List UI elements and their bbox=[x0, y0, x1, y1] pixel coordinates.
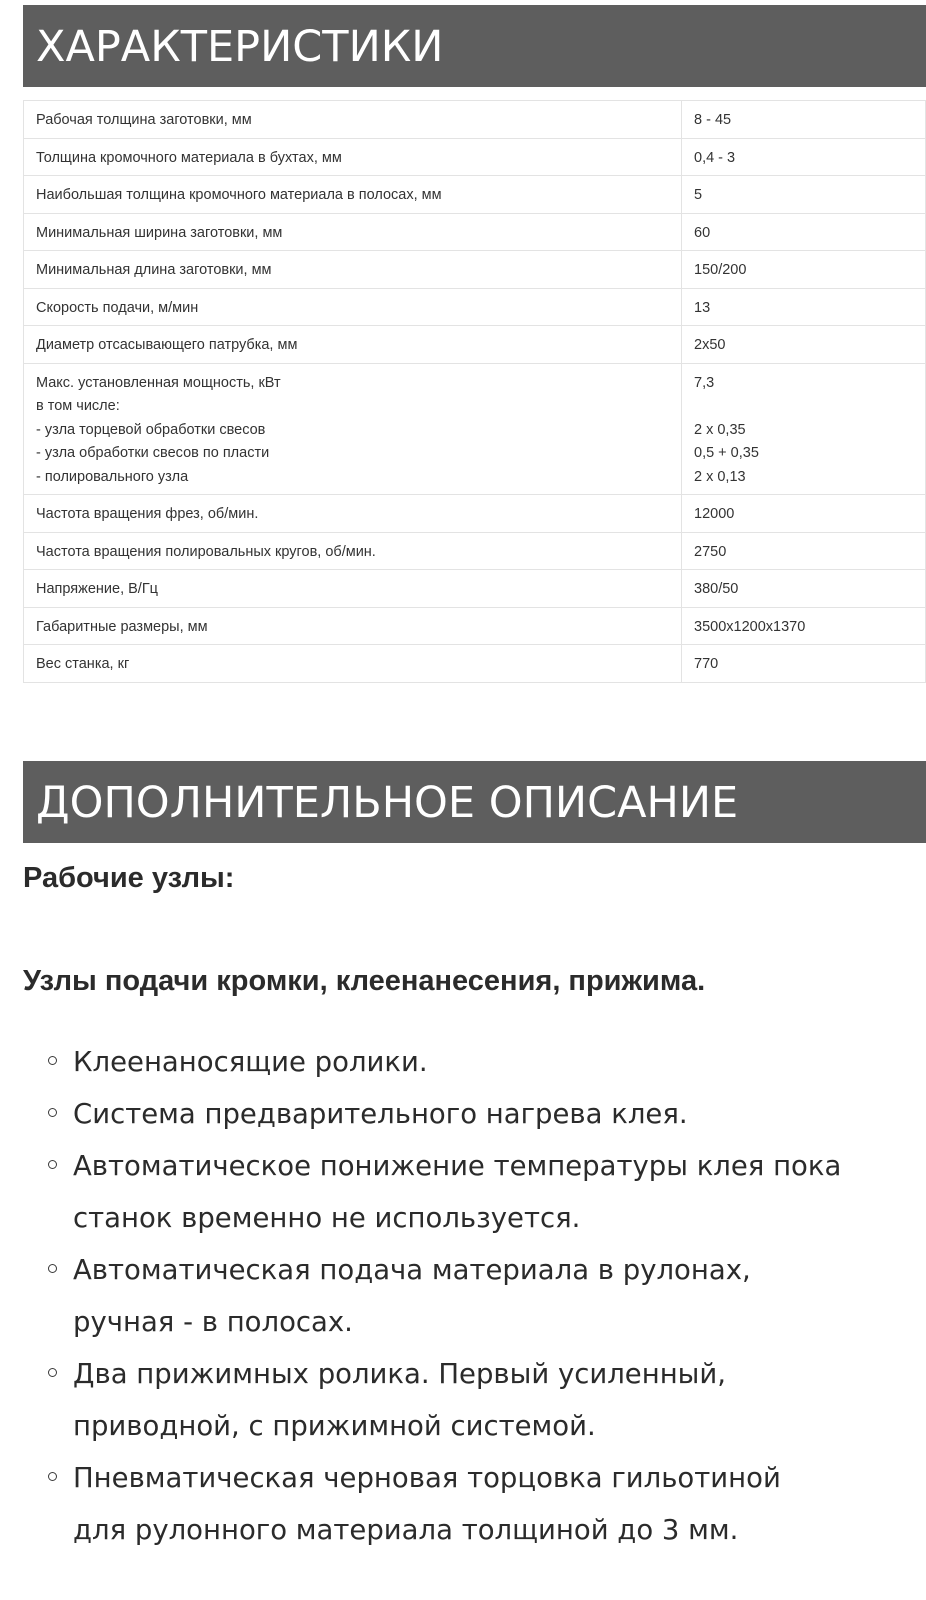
feature-item-line: Автоматическая подача материала в рулонах, bbox=[73, 1254, 751, 1286]
specs-section-title: ХАРАКТЕРИСТИКИ bbox=[23, 5, 926, 87]
spec-row bbox=[24, 138, 926, 176]
spec-value-line: 150/200 bbox=[694, 262, 747, 278]
feature-item-line: ручная - в полосах. bbox=[73, 1306, 353, 1338]
spec-row bbox=[24, 326, 926, 364]
spec-label-line: Диаметр отсасывающего патрубка, мм bbox=[36, 337, 298, 353]
spec-row bbox=[24, 607, 926, 645]
spec-value-line: 8 - 45 bbox=[694, 112, 732, 128]
spec-value bbox=[682, 326, 926, 364]
spec-label-line: - узла обработки свесов по пласти bbox=[36, 445, 270, 461]
spec-label-line: Напряжение, В/Гц bbox=[36, 581, 158, 597]
circle-bullet-icon bbox=[48, 1108, 57, 1117]
spec-label-line: Вес станка, кг bbox=[36, 656, 130, 672]
spec-value-line: 2x50 bbox=[694, 337, 726, 353]
spec-label-line: Частота вращения полировальных кругов, об/мин. bbox=[36, 543, 376, 560]
spec-value bbox=[682, 363, 926, 495]
spec-row bbox=[24, 288, 926, 326]
spec-value-line: 3500x1200x1370 bbox=[694, 618, 806, 635]
feed-units-heading: Узлы подачи кромки, клеенанесения, прижима. bbox=[23, 965, 706, 997]
spec-label-line: Габаритные размеры, мм bbox=[36, 618, 208, 635]
spec-value-line: 380/50 bbox=[694, 581, 739, 597]
spec-label bbox=[24, 213, 682, 251]
spec-label bbox=[24, 495, 682, 533]
spec-value bbox=[682, 101, 926, 139]
description-section-title: ДОПОЛНИТЕЛЬНОЕ ОПИСАНИЕ bbox=[23, 761, 926, 843]
spec-value-line: 13 bbox=[694, 299, 711, 316]
spec-row bbox=[24, 363, 926, 495]
spec-label bbox=[24, 251, 682, 289]
spec-value-line: 2750 bbox=[694, 543, 727, 560]
feature-item bbox=[23, 1140, 903, 1244]
spec-row bbox=[24, 645, 926, 683]
spec-value-line: 60 bbox=[694, 224, 711, 241]
spec-label bbox=[24, 101, 682, 139]
spec-value bbox=[682, 176, 926, 214]
circle-bullet-icon bbox=[48, 1472, 57, 1481]
feature-item-line: Автоматическое понижение температуры клея пока bbox=[73, 1150, 842, 1182]
circle-bullet-icon bbox=[48, 1264, 57, 1273]
spec-label-line: Минимальная длина заготовки, мм bbox=[36, 262, 272, 278]
feature-item bbox=[23, 1348, 903, 1452]
spec-value-line: 2 x 0,35 bbox=[694, 421, 746, 438]
spec-value-line: 5 bbox=[694, 187, 703, 203]
spec-label bbox=[24, 176, 682, 214]
spec-row bbox=[24, 251, 926, 289]
spec-label-line: Частота вращения фрез, об/мин. bbox=[36, 506, 259, 522]
spec-label bbox=[24, 645, 682, 683]
spec-value-line: 770 bbox=[694, 656, 719, 672]
spec-value-line bbox=[694, 394, 913, 418]
feature-item bbox=[23, 1452, 903, 1556]
spec-row bbox=[24, 495, 926, 533]
spec-label-line: Скорость подачи, м/мин bbox=[36, 299, 199, 316]
spec-row bbox=[24, 213, 926, 251]
feature-item-line: приводной, с прижимной системой. bbox=[73, 1410, 596, 1442]
spec-label-line: - полировального узла bbox=[36, 468, 189, 485]
feature-list bbox=[23, 1036, 903, 1556]
feature-item-line: Система предварительного нагрева клея. bbox=[73, 1098, 688, 1130]
spec-label-line: Рабочая толщина заготовки, мм bbox=[36, 112, 252, 128]
specs-table bbox=[23, 100, 926, 683]
spec-value-line: 12000 bbox=[694, 506, 735, 522]
spec-label bbox=[24, 288, 682, 326]
feature-item-line: Пневматическая черновая торцовка гильотиной bbox=[73, 1462, 781, 1494]
spec-label bbox=[24, 138, 682, 176]
feature-item-line: станок временно не используется. bbox=[73, 1202, 581, 1234]
feature-item bbox=[23, 1088, 903, 1140]
circle-bullet-icon bbox=[48, 1160, 57, 1169]
spec-label bbox=[24, 570, 682, 608]
spec-label bbox=[24, 532, 682, 570]
spec-value-line: 7,3 bbox=[694, 374, 715, 391]
feature-item bbox=[23, 1244, 903, 1348]
spec-value bbox=[682, 532, 926, 570]
spec-label-line: - узла торцевой обработки свесов bbox=[36, 421, 266, 438]
feature-item bbox=[23, 1036, 903, 1088]
spec-value bbox=[682, 607, 926, 645]
spec-value bbox=[682, 251, 926, 289]
spec-label-line: Минимальная ширина заготовки, мм bbox=[36, 224, 283, 241]
spec-row bbox=[24, 176, 926, 214]
spec-label bbox=[24, 607, 682, 645]
feature-item-line: для рулонного материала толщиной до 3 мм. bbox=[73, 1514, 739, 1546]
feature-item-line: Два прижимных ролика. Первый усиленный, bbox=[73, 1358, 727, 1390]
feature-item-line: Клеенаносящие ролики. bbox=[73, 1046, 428, 1078]
spec-label bbox=[24, 363, 682, 495]
spec-value-line: 0,4 - 3 bbox=[694, 149, 736, 166]
working-units-heading: Рабочие узлы: bbox=[23, 862, 235, 894]
spec-label-line: Толщина кромочного материала в бухтах, мм bbox=[36, 149, 342, 166]
spec-value bbox=[682, 645, 926, 683]
spec-value bbox=[682, 495, 926, 533]
circle-bullet-icon bbox=[48, 1056, 57, 1065]
spec-label bbox=[24, 326, 682, 364]
spec-value bbox=[682, 213, 926, 251]
spec-value-line: 0,5 + 0,35 bbox=[694, 445, 759, 461]
spec-row bbox=[24, 532, 926, 570]
spec-label-line: в том числе: bbox=[36, 398, 120, 414]
spec-row bbox=[24, 101, 926, 139]
spec-row bbox=[24, 570, 926, 608]
spec-label-line: Наибольшая толщина кромочного материала в полосах, мм bbox=[36, 187, 442, 203]
spec-value-line: 2 x 0,13 bbox=[694, 468, 746, 485]
spec-value bbox=[682, 570, 926, 608]
circle-bullet-icon bbox=[48, 1368, 57, 1377]
spec-value bbox=[682, 138, 926, 176]
spec-value bbox=[682, 288, 926, 326]
spec-label-line: Макс. установленная мощность, кВт bbox=[36, 374, 281, 391]
